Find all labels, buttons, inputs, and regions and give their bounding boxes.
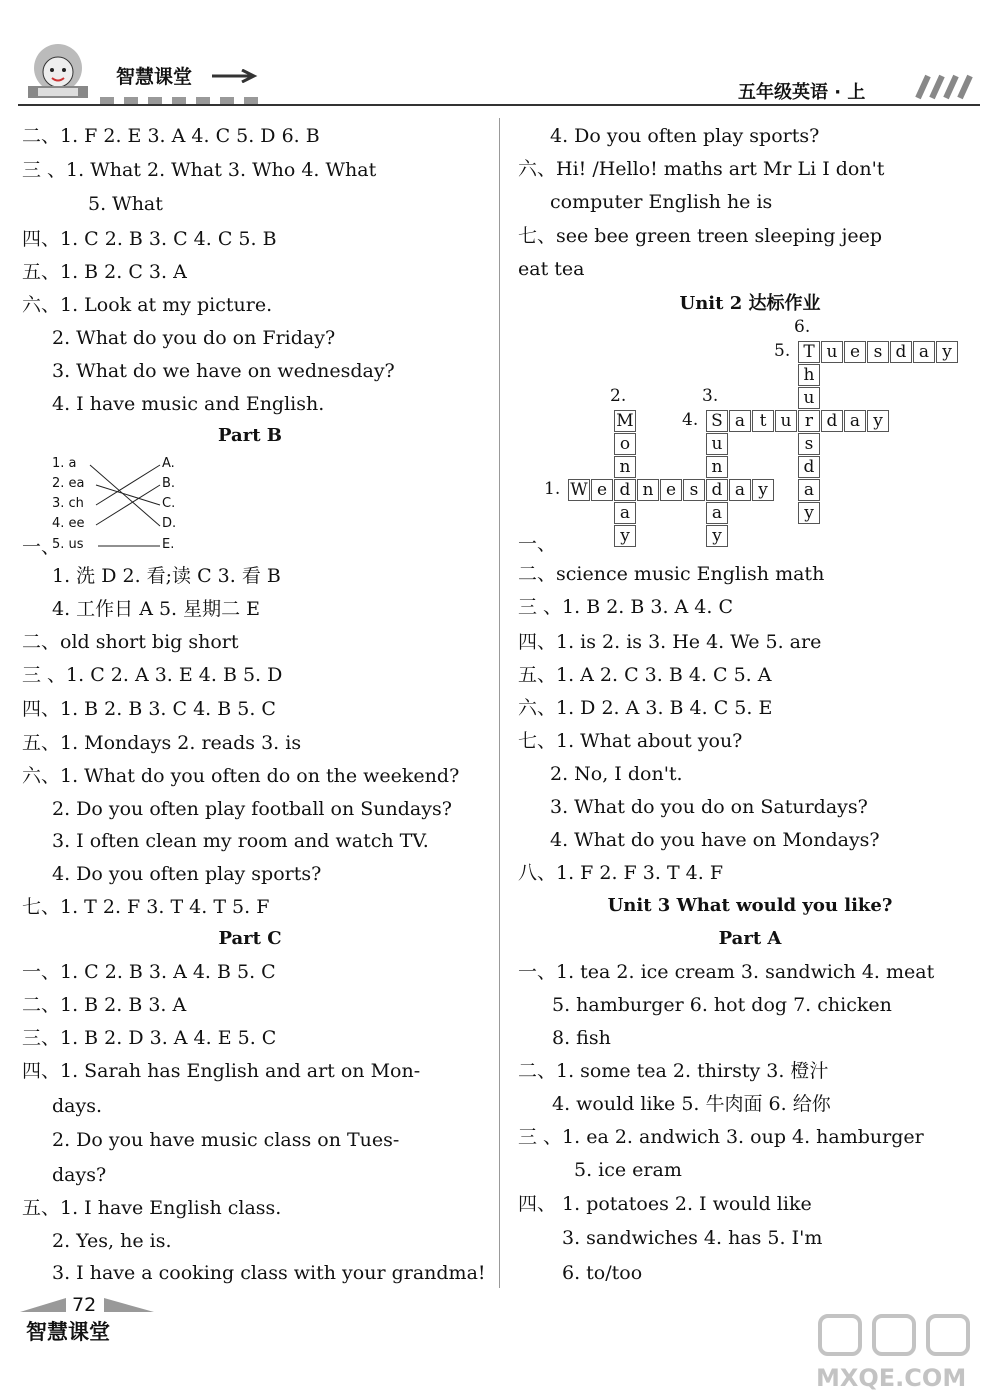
crossword-number: 5.: [774, 341, 791, 361]
right-line: 六、Hi! /Hello! maths art Mr Li I don't: [518, 158, 885, 180]
crossword-cell: u: [821, 341, 843, 363]
crossword-cell: a: [706, 502, 728, 524]
crossword-cell: n: [614, 456, 636, 478]
unit-heading: Unit 2 达标作业: [679, 293, 821, 314]
left-line: 5. What: [88, 193, 163, 215]
left-line: 3. What do we have on wednesday?: [52, 360, 395, 382]
crossword-cell: y: [867, 410, 889, 432]
left-line: 五、1. I have English class.: [22, 1197, 282, 1219]
match-left-item: 3. ch: [52, 496, 84, 511]
crossword-cell: a: [614, 502, 636, 524]
crossword-cell: a: [913, 341, 935, 363]
left-line: 4. I have music and English.: [52, 393, 325, 415]
left-line: 2. What do you do on Friday?: [52, 327, 336, 349]
crossword-cell: n: [706, 456, 728, 478]
crossword-cell: y: [936, 341, 958, 363]
crossword-cell: u: [798, 387, 820, 409]
footer-brand: 智慧课堂: [26, 1320, 110, 1344]
left-line: 一、1. C 2. B 3. A 4. B 5. C: [22, 961, 276, 983]
left-line: 一、: [22, 536, 61, 558]
left-line: 4. Do you often play sports?: [52, 863, 322, 885]
right-line: 3. sandwiches 4. has 5. I'm: [562, 1227, 823, 1249]
right-line: 三 、1. ea 2. andwich 3. oup 4. hamburger: [518, 1126, 924, 1148]
header-brand: 智慧课堂: [116, 66, 193, 88]
crossword-cell: e: [591, 479, 613, 501]
right-line: computer English he is: [550, 191, 773, 213]
crossword-cell: y: [706, 525, 728, 547]
right-line: 四、1. is 2. is 3. He 4. We 5. are: [518, 631, 822, 653]
unit-heading: Unit 3 What would you like?: [607, 895, 893, 916]
crossword-cell: d: [614, 479, 636, 501]
left-line: 4. 工作日 A 5. 星期二 E: [52, 598, 261, 620]
left-line: 1. 洗 D 2. 看;读 C 3. 看 B: [52, 565, 281, 587]
crossword-cell: t: [752, 410, 774, 432]
footer-arrow-right: [104, 1296, 154, 1318]
crossword-cell: s: [867, 341, 889, 363]
match-right-item: D.: [162, 516, 177, 531]
crossword-cell: W: [568, 479, 590, 501]
crossword-cell: e: [844, 341, 866, 363]
left-line: 四、1. C 2. B 3. C 4. C 5. B: [22, 228, 277, 250]
crossword-cell: d: [798, 456, 820, 478]
left-line: 2. Do you have music class on Tues-: [52, 1129, 400, 1151]
crossword-cell: s: [683, 479, 705, 501]
left-line: 六、1. What do you often do on the weekend?: [22, 765, 460, 787]
crossword-cell: u: [775, 410, 797, 432]
match-left-item: 1. a: [52, 456, 77, 471]
right-line: 2. No, I don't.: [550, 763, 683, 785]
crossword-cell: r: [798, 410, 820, 432]
right-line: 4. Do you often play sports?: [550, 125, 820, 147]
crossword-number: 6.: [794, 317, 811, 337]
crossword-cell: y: [752, 479, 774, 501]
right-line: 六、1. D 2. A 3. B 4. C 5. E: [518, 697, 773, 719]
crossword-cell: a: [844, 410, 866, 432]
left-line: 3. I often clean my room and watch TV.: [52, 830, 429, 852]
crossword-number: 4.: [682, 410, 699, 430]
left-line: 三 、1. What 2. What 3. Who 4. What: [22, 159, 377, 181]
right-line: 八、1. F 2. F 3. T 4. F: [518, 862, 724, 884]
watermark-text: MXQE.COM: [816, 1364, 967, 1392]
column-divider: [499, 118, 500, 1288]
page-number: 72: [72, 1294, 97, 1316]
match-lines: [0, 0, 200, 560]
crossword-cell: a: [729, 410, 751, 432]
crossword-cell: d: [706, 479, 728, 501]
left-line: 2. Do you often play football on Sundays?: [52, 798, 452, 820]
crossword-cell: d: [890, 341, 912, 363]
section-heading: Part A: [718, 928, 782, 949]
header-subject: 五年级英语 · 上: [738, 82, 866, 103]
section-heading: Part B: [218, 425, 282, 446]
left-line: 2. Yes, he is.: [52, 1230, 172, 1252]
crossword-cell: y: [798, 502, 820, 524]
match-right-item: C.: [162, 496, 176, 511]
right-line: 一、1. tea 2. ice cream 3. sandwich 4. meat: [518, 961, 935, 983]
match-left-item: 5. us: [52, 537, 84, 552]
crossword-number: 2.: [610, 386, 627, 406]
left-line: 五、1. Mondays 2. reads 3. is: [22, 732, 302, 754]
answer-stamp-icon: [816, 1310, 986, 1360]
left-line: 二、1. F 2. E 3. A 4. C 5. D 6. B: [22, 125, 320, 147]
right-line: 七、1. What about you?: [518, 730, 743, 752]
right-line: 二、science music English math: [518, 563, 825, 585]
right-line: 二、1. some tea 2. thirsty 3. 橙汁: [518, 1060, 829, 1082]
left-line: 七、1. T 2. F 3. T 4. T 5. F: [22, 896, 270, 918]
crossword-cell: T: [798, 341, 820, 363]
crossword-cell: M: [614, 410, 636, 432]
left-line: days?: [52, 1164, 107, 1186]
right-line: 七、see bee green treen sleeping jeep: [518, 225, 882, 247]
right-line: 4. What do you have on Mondays?: [550, 829, 880, 851]
right-line: 5. ice eram: [574, 1159, 682, 1181]
match-right-item: E.: [162, 537, 175, 552]
left-line: 三 、1. C 2. A 3. E 4. B 5. D: [22, 664, 283, 686]
right-line: 一、: [518, 533, 557, 555]
right-line: 4. would like 5. 牛肉面 6. 给你: [552, 1093, 831, 1115]
match-left-item: 2. ea: [52, 476, 85, 491]
crossword-cell: e: [660, 479, 682, 501]
right-line: 四、 1. potatoes 2. I would like: [518, 1193, 812, 1215]
right-line: 5. hamburger 6. hot dog 7. chicken: [552, 994, 892, 1016]
crossword-cell: h: [798, 364, 820, 386]
crossword-cell: o: [614, 433, 636, 455]
left-line: 六、1. Look at my picture.: [22, 294, 273, 316]
right-line: eat tea: [518, 258, 585, 280]
crossword-cell: a: [729, 479, 751, 501]
left-line: 三、1. B 2. D 3. A 4. E 5. C: [22, 1027, 277, 1049]
watermark-logo: [816, 1310, 986, 1394]
match-right-item: B.: [162, 476, 176, 491]
left-line: days.: [52, 1095, 103, 1117]
right-line: 3. What do you do on Saturdays?: [550, 796, 868, 818]
left-line: 二、old short big short: [22, 631, 239, 653]
right-line: 6. to/too: [562, 1262, 643, 1284]
crossword-cell: d: [821, 410, 843, 432]
right-line: 五、1. A 2. C 3. B 4. C 5. A: [518, 664, 772, 686]
crossword-cell: s: [798, 433, 820, 455]
match-left-item: 4. ee: [52, 516, 85, 531]
crossword-cell: a: [798, 479, 820, 501]
left-line: 四、1. B 2. B 3. C 4. B 5. C: [22, 698, 276, 720]
left-line: 五、1. B 2. C 3. A: [22, 261, 187, 283]
right-line: 三 、1. B 2. B 3. A 4. C: [518, 596, 734, 618]
left-line: 二、1. B 2. B 3. A: [22, 994, 187, 1016]
footer-arrow-left: [20, 1296, 66, 1318]
section-heading: Part C: [218, 928, 282, 949]
left-line: 3. I have a cooking class with your grandma!: [52, 1262, 486, 1284]
crossword-number: 3.: [702, 386, 719, 406]
crossword-cell: y: [614, 525, 636, 547]
crossword-cell: n: [637, 479, 659, 501]
crossword-cell: u: [706, 433, 728, 455]
right-line: 8. fish: [552, 1027, 611, 1049]
crossword-number: 1.: [544, 479, 561, 499]
header-arrow: [212, 68, 262, 87]
match-right-item: A.: [162, 456, 175, 471]
header-stripes: [908, 74, 978, 104]
crossword-cell: S: [706, 410, 728, 432]
left-line: 四、1. Sarah has English and art on Mon-: [22, 1060, 421, 1082]
